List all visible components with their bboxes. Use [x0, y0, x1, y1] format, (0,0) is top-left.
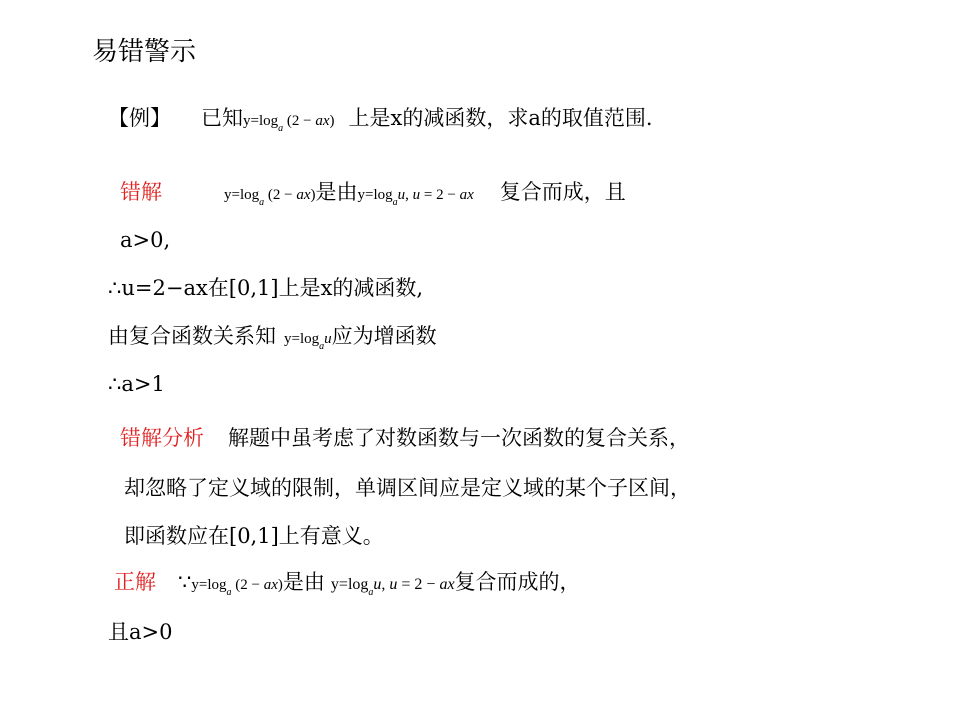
wrong-composite-formula: $y=\log_au$, u = 2 − ax [357, 187, 474, 208]
correct-label: 正解 [114, 570, 156, 594]
correct-line-2: 且a>0 [108, 620, 173, 644]
correct-composite-formula: $y=\log_au$, u = 2 − ax [330, 576, 455, 598]
analysis-text-1: 解题中虽考虑了对数函数与一次函数的复合关系， [228, 426, 690, 450]
wrong-line-4 [108, 322, 437, 361]
wrong-suffix-1: 是由 [315, 180, 358, 204]
wrong-label: 错解 [120, 180, 162, 204]
wrong-line-4-formula: $y=\log_au$ [284, 331, 332, 352]
because-symbol: ∵ [178, 570, 192, 594]
wrong-line-2: a>0, [120, 228, 171, 252]
correct-suffix: 复合而成的， [454, 570, 581, 594]
analysis-label: 错解分析 [120, 426, 204, 450]
wrong-line-5: ∴a>1 [108, 372, 165, 396]
analysis-line-1 [120, 424, 690, 452]
correct-formula: $y=\log_a$ (2 − ax) [191, 577, 283, 598]
example-label: 【例】 [108, 106, 171, 130]
wrong-line-4-prefix: 由复合函数关系知 [108, 324, 276, 348]
correct-middle: 是由 [282, 570, 325, 594]
wrong-line-1 [120, 178, 626, 217]
wrong-formula: $y=\log_a$ (2 − ax) [224, 187, 316, 208]
page-title: 易错警示 [92, 37, 197, 67]
correct-line-1 [114, 568, 581, 607]
example-prefix: 已知 [201, 106, 243, 130]
wrong-line-3: ∴u=2−ax在[0,1]上是x的减函数, [108, 276, 424, 300]
analysis-line-2: 却忽略了定义域的限制，单调区间应是定义域的某个子区间， [124, 476, 691, 500]
example-formula: $y=\log_a$ (2 − ax) [243, 113, 335, 134]
wrong-suffix-2: 复合而成，且 [499, 180, 626, 204]
analysis-line-3: 即函数应在[0,1]上有意义。 [124, 524, 384, 548]
wrong-line-4-suffix: 应为增函数 [331, 324, 437, 348]
example-line [108, 104, 653, 143]
example-suffix: 上是x的减函数，求a的取值范围. [348, 106, 653, 130]
